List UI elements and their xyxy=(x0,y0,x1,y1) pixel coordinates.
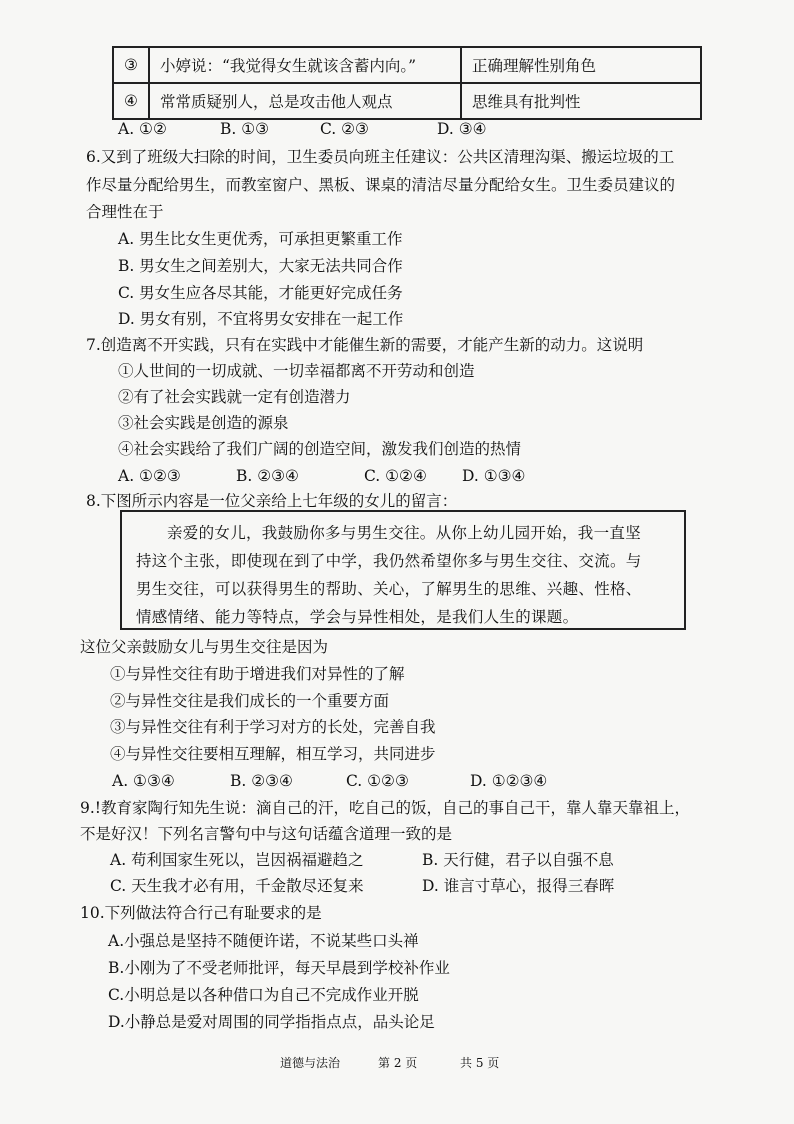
q8-option-a: A. ①③④ xyxy=(112,772,175,790)
table-cell-num: ④ xyxy=(113,83,149,119)
q5-option-b: B. ①③ xyxy=(220,120,270,138)
q7-statement: ①人世间的一切成就、一切幸福都离不开劳动和创造 xyxy=(118,362,475,380)
q6-option-d: D. 男女有别，不宜将男女安排在一起工作 xyxy=(118,310,404,328)
q10-option-b: B.小刚为了不受老师批评，每天早晨到学校补作业 xyxy=(108,959,450,977)
father-message-box xyxy=(120,510,686,630)
q9-stem-line: 不是好汉！下列名言警句中与这句话蕴含道理一致的是 xyxy=(80,825,453,843)
q8-statement: ③与异性交往有利于学习对方的长处，完善自我 xyxy=(110,718,436,736)
q5-table xyxy=(112,46,702,120)
footer-total-pages: 共 5 页 xyxy=(460,1056,500,1070)
q6-option-a: A. 男生比女生更优秀，可承担更繁重工作 xyxy=(118,230,403,248)
footer-page-number: 第 2 页 xyxy=(378,1056,418,1070)
q9-option-c: C. 天生我才必有用，千金散尽还复来 xyxy=(110,877,364,895)
q6-stem-line: 作尽量分配给男生，而教室窗户、黑板、课桌的清洁尽量分配给女生。卫生委员建议的 xyxy=(86,176,676,194)
message-line: 情感情绪、能力等特点，学会与异性相处，是我们人生的课题。 xyxy=(136,608,579,626)
footer-subject: 道德与法治 xyxy=(280,1056,341,1070)
message-line: 男生交往，可以获得男生的帮助、关心，了解男生的思维、兴趣、性格、 xyxy=(136,580,642,598)
table-cell-quote: 小婷说：“我觉得女生就该含蓄内向。” xyxy=(149,47,461,83)
q7-statement: ②有了社会实践就一定有创造潜力 xyxy=(118,388,351,406)
q7-option-b: B. ②③④ xyxy=(236,467,299,485)
q9-option-a: A. 苟利国家生死以，岂因祸福避趋之 xyxy=(110,851,364,869)
q10-option-a: A.小强总是坚持不随便许诺，不说某些口头禅 xyxy=(108,932,419,950)
q7-stem: 7.创造离不开实践，只有在实践中才能催生新的需要，才能产生新的动力。这说明 xyxy=(86,336,644,354)
q10-option-d: D.小静总是爱对周围的同学指指点点，品头论足 xyxy=(108,1013,435,1031)
q6-stem-line: 6.又到了班级大扫除的时间，卫生委员向班主任建议：公共区清理沟渠、搬运垃圾的工 xyxy=(86,148,675,166)
table-row xyxy=(113,47,701,83)
q8-question: 这位父亲鼓励女儿与男生交往是因为 xyxy=(80,638,329,656)
q8-stem: 8.下图所示内容是一位父亲给上七年级的女儿的留言： xyxy=(86,492,458,510)
q7-statement: ④社会实践给了我们广阔的创造空间，激发我们创造的热情 xyxy=(118,440,522,458)
q8-option-d: D. ①②③④ xyxy=(470,772,548,790)
q6-option-c: C. 男女生应各尽其能，才能更好完成任务 xyxy=(118,284,403,302)
q8-option-b: B. ②③④ xyxy=(230,772,293,790)
q9-stem-line: 9.!教育家陶行知先生说：滴自己的汗，吃自己的饭，自己的事自己干，靠人靠天靠祖上， xyxy=(80,799,691,817)
q7-option-a: A. ①②③ xyxy=(118,467,181,485)
message-line: 亲爱的女儿，我鼓励你多与男生交往。从你上幼儿园开始，我一直坚 xyxy=(167,524,642,542)
q9-option-b: B. 天行健，君子以自强不息 xyxy=(422,851,614,869)
q5-option-c: C. ②③ xyxy=(320,120,369,138)
q7-statement: ③社会实践是创造的源泉 xyxy=(118,414,289,432)
q8-option-c: C. ①②③ xyxy=(346,772,409,790)
table-cell-judgement: 正确理解性别角色 xyxy=(461,47,701,83)
table-row xyxy=(113,83,701,119)
q8-statement: ①与异性交往有助于增进我们对异性的了解 xyxy=(110,665,405,683)
q5-option-d: D. ③④ xyxy=(437,120,487,138)
q9-option-d: D. 谁言寸草心，报得三春晖 xyxy=(422,877,615,895)
q8-statement: ②与异性交往是我们成长的一个重要方面 xyxy=(110,692,390,710)
table-cell-quote: 常常质疑别人，总是攻击他人观点 xyxy=(149,83,461,119)
q6-option-b: B. 男女生之间差别大，大家无法共同合作 xyxy=(118,257,403,275)
q8-statement: ④与异性交往要相互理解，相互学习，共同进步 xyxy=(110,745,436,763)
q7-option-c: C. ①②④ xyxy=(364,467,427,485)
message-line: 持这个主张，即使现在到了中学，我仍然希望你多与男生交往、交流。与 xyxy=(136,552,642,570)
table-cell-judgement: 思维具有批判性 xyxy=(461,83,701,119)
q6-stem-line: 合理性在于 xyxy=(86,203,164,221)
q7-option-d: D. ①③④ xyxy=(462,467,526,485)
q5-option-a: A. ①② xyxy=(118,120,167,138)
q10-stem: 10.下列做法符合行己有耻要求的是 xyxy=(80,904,322,922)
table-cell-num: ③ xyxy=(113,47,149,83)
q10-option-c: C.小明总是以各种借口为自己不完成作业开脱 xyxy=(108,986,419,1004)
